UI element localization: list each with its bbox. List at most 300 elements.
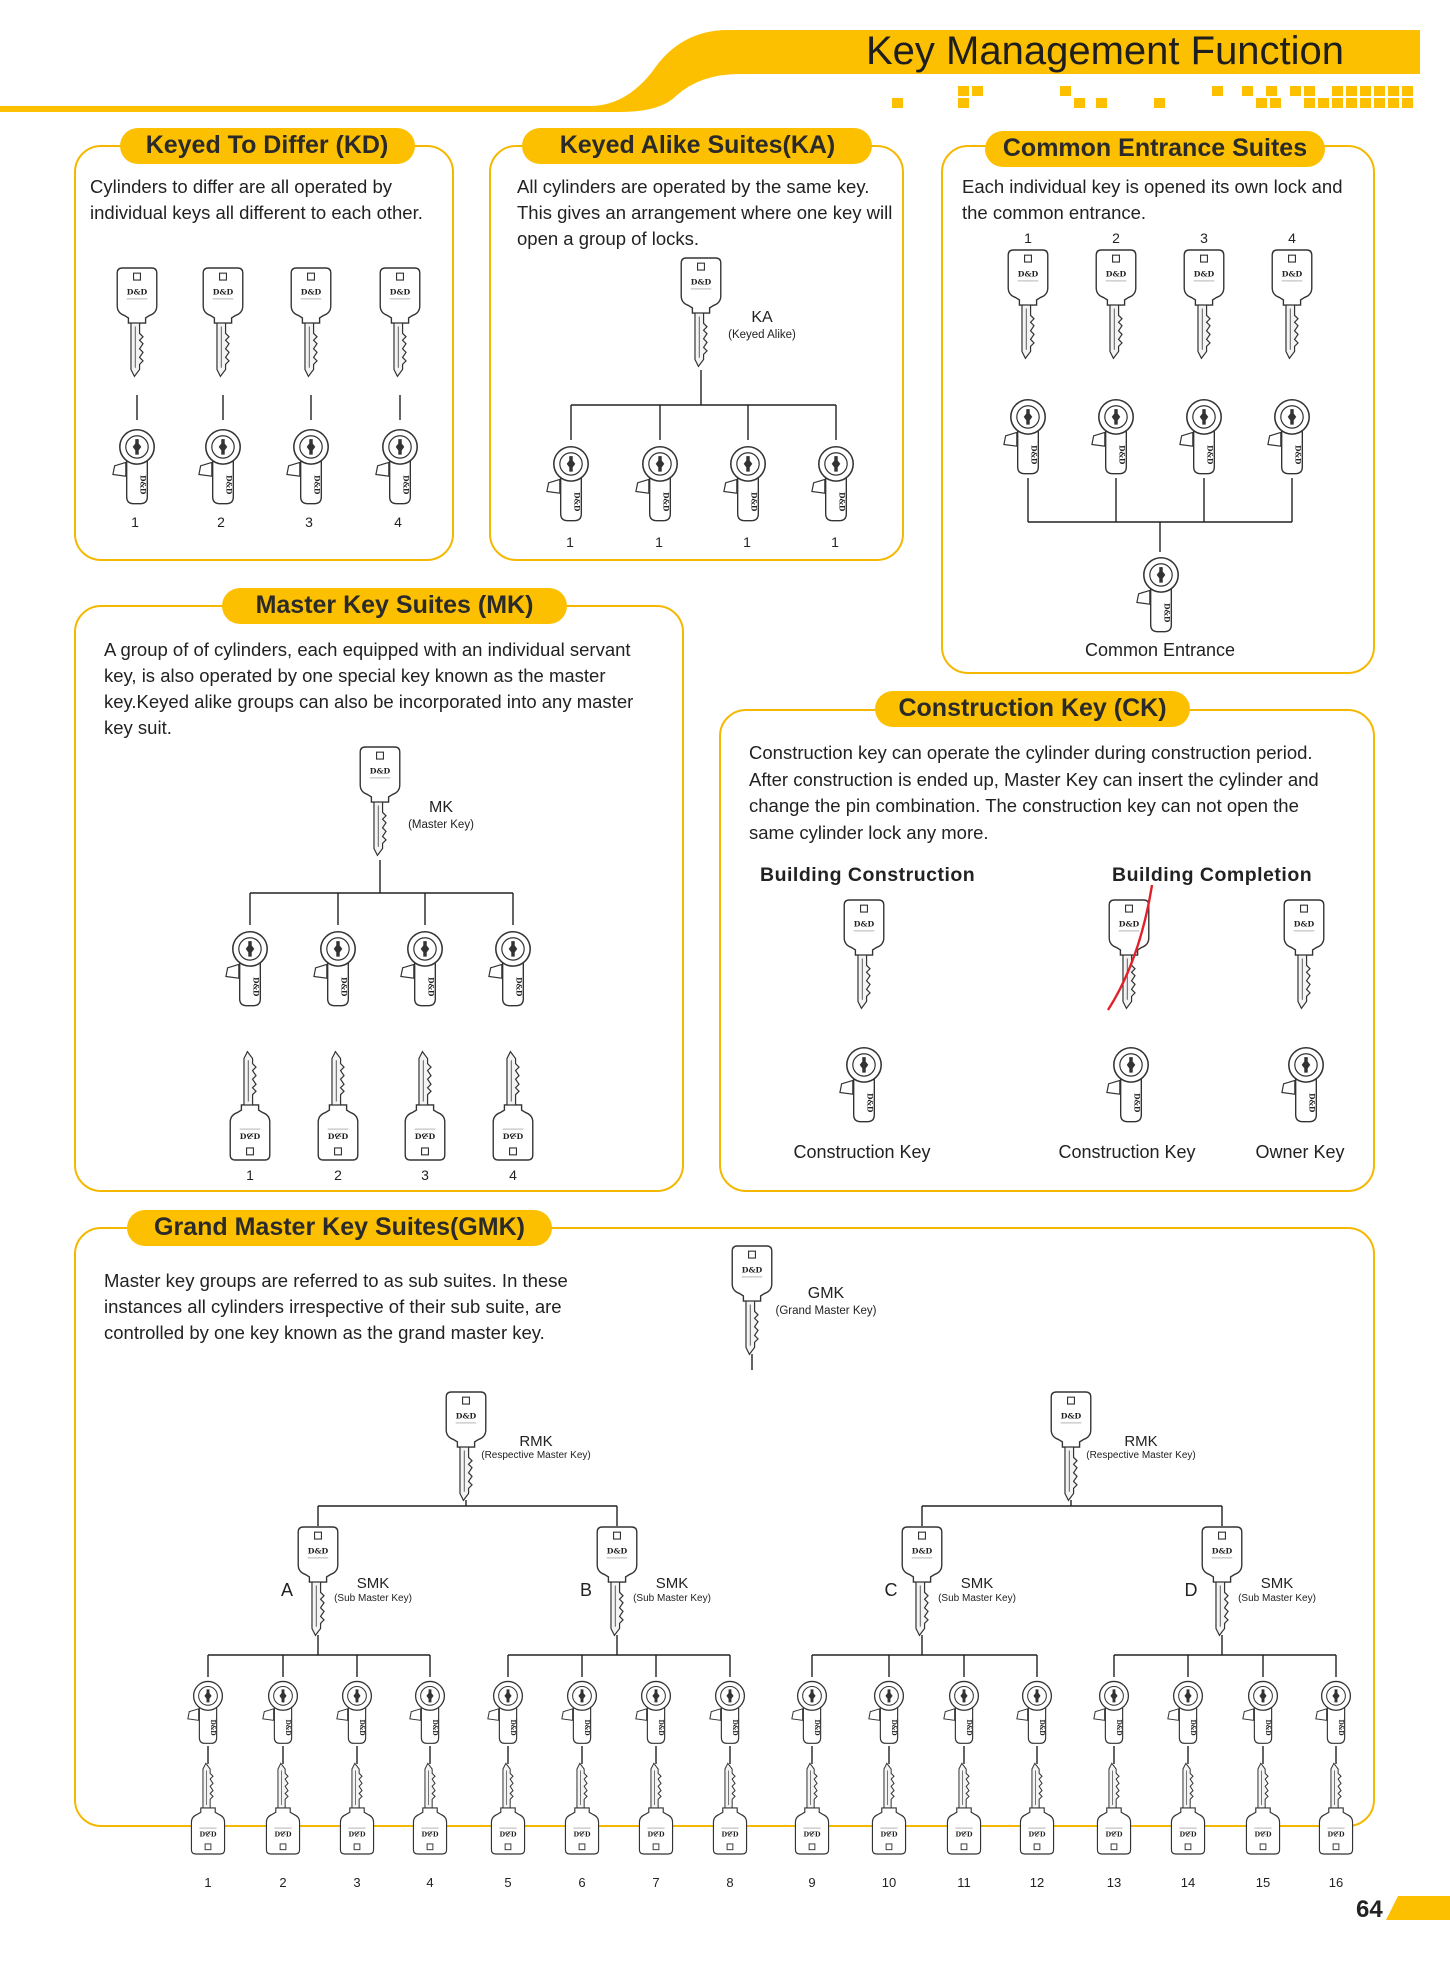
cylinder-brand-text: D&D bbox=[889, 1719, 897, 1736]
key-blade bbox=[419, 1052, 431, 1105]
ck-caption-owner: Owner Key bbox=[1255, 1142, 1345, 1162]
gmk-smk-label-3: SMK bbox=[960, 1575, 994, 1592]
header-pixel bbox=[1360, 86, 1371, 96]
key-blade bbox=[1065, 1447, 1077, 1500]
cylinder-brand-text: D&D bbox=[865, 1093, 875, 1113]
gmk-servant-key-15 bbox=[1246, 1763, 1279, 1854]
gmk-smk-sublabel-4: (Sub Master Key) bbox=[1238, 1593, 1316, 1604]
gmk-smk-key-1 bbox=[298, 1527, 338, 1635]
cylinder-cam bbox=[1180, 432, 1193, 446]
header-pixel bbox=[1346, 86, 1357, 96]
mk-servant-key-3 bbox=[405, 1052, 445, 1160]
cylinder-cam bbox=[1004, 432, 1017, 446]
key-blade bbox=[374, 802, 386, 855]
cylinder-brand-text: D&D bbox=[1114, 1719, 1122, 1736]
key-blade bbox=[884, 1763, 894, 1808]
cylinder-brand-text: D&D bbox=[312, 475, 322, 495]
cylinder-cam bbox=[547, 479, 560, 493]
header-pixel bbox=[1332, 98, 1343, 108]
cylinder-cam bbox=[1316, 1709, 1327, 1721]
cylinder-cam bbox=[869, 1709, 880, 1721]
key-brand-text: D&D bbox=[1105, 1829, 1123, 1838]
header-pixel bbox=[892, 98, 903, 108]
cylinder-cam bbox=[562, 1709, 573, 1721]
key-blade bbox=[305, 323, 317, 376]
cylinder-cam bbox=[944, 1709, 955, 1721]
key-brand-text: D&D bbox=[721, 1829, 739, 1838]
header-pixel bbox=[1388, 86, 1399, 96]
gmk-servant-key-5 bbox=[491, 1763, 524, 1854]
ck-caption-construction: Construction Key bbox=[793, 1142, 931, 1162]
cylinder-cam bbox=[113, 462, 126, 476]
header-pixel bbox=[1332, 86, 1343, 96]
key-brand-text: D&D bbox=[369, 766, 391, 776]
kd-title: Keyed To Differ (KD) bbox=[145, 131, 389, 159]
gmk-key bbox=[732, 1246, 772, 1354]
key-brand-text: D&D bbox=[1105, 269, 1127, 279]
key-brand-text: D&D bbox=[300, 287, 322, 297]
mk-description: A group of of cylinders, each equipped with an individual servant key, is also operated by one special key known as the master key.Keyed alike groups can also be incorporated into any master key suit. bbox=[104, 639, 634, 738]
gmk-label-4: 4 bbox=[426, 1875, 434, 1890]
mk-key-sublabel: (Master Key) bbox=[408, 819, 474, 831]
cylinder-cam bbox=[840, 1080, 853, 1094]
gmk-smk-label-1: SMK bbox=[356, 1575, 390, 1592]
cylinder-brand-text: D&D bbox=[572, 492, 582, 512]
key-brand-text: D&D bbox=[853, 919, 875, 929]
gmk-key-sublabel: (Grand Master Key) bbox=[775, 1305, 877, 1317]
header-pixel bbox=[1304, 98, 1315, 108]
kd-key-4 bbox=[380, 268, 420, 376]
cylinder-cam bbox=[226, 964, 239, 978]
header-pixel bbox=[1374, 98, 1385, 108]
key-blade bbox=[203, 1763, 213, 1808]
cylinder-brand-text: D&D bbox=[1132, 1093, 1142, 1113]
cylinder-cam bbox=[792, 1709, 803, 1721]
key-brand-text: D&D bbox=[1211, 1546, 1233, 1556]
cylinder-cam bbox=[263, 1709, 274, 1721]
cylinder-brand-text: D&D bbox=[1029, 445, 1039, 465]
cylinder-cam bbox=[1092, 432, 1105, 446]
cylinder-cam bbox=[1282, 1080, 1295, 1094]
gmk-cylinder-9 bbox=[792, 1681, 827, 1743]
key-blade bbox=[577, 1763, 587, 1808]
cylinder-brand-text: D&D bbox=[138, 475, 148, 495]
gmk-group-a: A bbox=[280, 1580, 294, 1600]
cylinder-cam bbox=[724, 479, 737, 493]
ce-cylinder-4 bbox=[1268, 400, 1309, 474]
ck-completion-cylinder bbox=[1107, 1048, 1148, 1122]
ka-key-label: KA bbox=[751, 309, 773, 326]
gmk-group-d: D bbox=[1184, 1580, 1198, 1600]
kd-key-2 bbox=[203, 268, 243, 376]
key-blade bbox=[352, 1763, 362, 1808]
gmk-cylinder-5 bbox=[488, 1681, 523, 1743]
key-blade bbox=[1109, 1763, 1119, 1808]
page-title: Key Management Function bbox=[866, 29, 1345, 73]
cylinder-brand-text: D&D bbox=[514, 977, 524, 997]
gmk-smk-label-2: SMK bbox=[655, 1575, 689, 1592]
key-brand-text: D&D bbox=[239, 1131, 261, 1141]
header-pixel bbox=[1374, 86, 1385, 96]
key-blade bbox=[1298, 955, 1310, 1008]
key-blade bbox=[1258, 1763, 1268, 1808]
key-blade bbox=[460, 1447, 472, 1500]
key-brand-text: D&D bbox=[199, 1829, 217, 1838]
key-blade bbox=[1183, 1763, 1193, 1808]
ka-cylinder-4 bbox=[812, 447, 853, 521]
key-brand-text: D&D bbox=[1254, 1829, 1272, 1838]
gmk-label-7: 7 bbox=[652, 1875, 660, 1890]
key-brand-text: D&D bbox=[803, 1829, 821, 1838]
key-blade bbox=[651, 1763, 661, 1808]
key-brand-text: D&D bbox=[1017, 269, 1039, 279]
gmk-label-12: 12 bbox=[1029, 1875, 1045, 1890]
ce-description: Each individual key is opened its own lock and the common entrance. bbox=[962, 176, 1343, 223]
cylinder-brand-text: D&D bbox=[1293, 445, 1303, 465]
key-blade bbox=[725, 1763, 735, 1808]
cylinder-brand-text: D&D bbox=[964, 1719, 972, 1736]
ce-cylinder-3 bbox=[1180, 400, 1221, 474]
kd-description: Cylinders to differ are all operated by individual keys all different to each other. bbox=[90, 176, 423, 223]
ce-number-1: 1 bbox=[1024, 230, 1032, 246]
key-blade bbox=[1286, 305, 1298, 358]
key-blade bbox=[278, 1763, 288, 1808]
key-blade bbox=[507, 1052, 519, 1105]
header-pixel bbox=[1060, 86, 1071, 96]
gmk-description: Master key groups are referred to as sub suites. In these instances all cylinders irrespective of their sub suite, are controlled by one key known as the grand master key. bbox=[104, 1270, 568, 1343]
ce-cylinder-2 bbox=[1092, 400, 1133, 474]
header-pixel bbox=[1270, 98, 1281, 108]
gmk-group-c: C bbox=[884, 1580, 898, 1600]
page-number: 64 bbox=[1356, 1896, 1383, 1923]
key-blade bbox=[1022, 305, 1034, 358]
key-brand-text: D&D bbox=[1193, 269, 1215, 279]
gmk-group-b: B bbox=[579, 1580, 593, 1600]
mk-cylinder-3 bbox=[401, 932, 442, 1006]
gmk-cylinder-2 bbox=[263, 1681, 298, 1743]
key-brand-text: D&D bbox=[911, 1546, 933, 1556]
ce-key-1 bbox=[1008, 250, 1048, 358]
ce-entrance-cylinder bbox=[1137, 558, 1178, 632]
ck-title: Construction Key (CK) bbox=[898, 694, 1167, 722]
ce-key-2 bbox=[1096, 250, 1136, 358]
cylinder-brand-text: D&D bbox=[357, 1719, 365, 1736]
gmk-cylinder-1 bbox=[188, 1681, 223, 1743]
cylinder-brand-text: D&D bbox=[1205, 445, 1215, 465]
header-pixel bbox=[1154, 98, 1165, 108]
cylinder-brand-text: D&D bbox=[1037, 1719, 1045, 1736]
cylinder-brand-text: D&D bbox=[661, 492, 671, 512]
key-brand-text: D&D bbox=[502, 1131, 524, 1141]
cylinder-cam bbox=[1094, 1709, 1105, 1721]
cylinder-brand-text: D&D bbox=[1162, 603, 1172, 623]
cylinder-cam bbox=[1168, 1709, 1179, 1721]
key-blade bbox=[1198, 305, 1210, 358]
gmk-servant-key-8 bbox=[713, 1763, 746, 1854]
cylinder-brand-text: D&D bbox=[283, 1719, 291, 1736]
ck-right-heading: Building Completion bbox=[1112, 864, 1313, 886]
key-blade bbox=[312, 1582, 324, 1635]
gmk-label-11: 11 bbox=[957, 1875, 971, 1890]
key-blade bbox=[807, 1763, 817, 1808]
cylinder-brand-text: D&D bbox=[1117, 445, 1127, 465]
key-blade bbox=[695, 313, 707, 366]
gmk-title: Grand Master Key Suites(GMK) bbox=[154, 1213, 525, 1241]
ce-entrance-label: Common Entrance bbox=[1084, 640, 1236, 660]
key-brand-text: D&D bbox=[1281, 269, 1303, 279]
key-brand-text: D&D bbox=[573, 1829, 591, 1838]
kd-label-4: 4 bbox=[394, 514, 402, 530]
gmk-label-14: 14 bbox=[1180, 1875, 1196, 1890]
key-blade bbox=[746, 1301, 758, 1354]
cylinder-cam bbox=[1268, 432, 1281, 446]
gmk-smk-label-4: SMK bbox=[1260, 1575, 1294, 1592]
gmk-cylinder-12 bbox=[1017, 1681, 1052, 1743]
ck-construction-cylinder bbox=[840, 1048, 881, 1122]
gmk-cylinder-16 bbox=[1316, 1681, 1351, 1743]
gmk-servant-key-1 bbox=[191, 1763, 224, 1854]
header-pixel bbox=[1096, 98, 1107, 108]
mk-label-1: 1 bbox=[246, 1167, 254, 1183]
mk-servant-key-2 bbox=[318, 1052, 358, 1160]
ce-number-3: 3 bbox=[1200, 230, 1208, 246]
key-blade bbox=[1032, 1763, 1042, 1808]
header-pixel bbox=[1304, 86, 1315, 96]
gmk-cylinder-7 bbox=[636, 1681, 671, 1743]
key-blade bbox=[916, 1582, 928, 1635]
mk-cylinder-4 bbox=[489, 932, 530, 1006]
gmk-cylinder-11 bbox=[944, 1681, 979, 1743]
cylinder-brand-text: D&D bbox=[208, 1719, 216, 1736]
cylinder-brand-text: D&D bbox=[508, 1719, 516, 1736]
cylinder-brand-text: D&D bbox=[1263, 1719, 1271, 1736]
gmk-label-1: 1 bbox=[204, 1875, 212, 1890]
header-pixel bbox=[1242, 86, 1253, 96]
header-pixel bbox=[1266, 86, 1277, 96]
kd-key-3 bbox=[291, 268, 331, 376]
mk-servant-key-1 bbox=[230, 1052, 270, 1160]
key-brand-text: D&D bbox=[690, 277, 712, 287]
cylinder-brand-text: D&D bbox=[1307, 1093, 1317, 1113]
key-brand-text: D&D bbox=[1118, 919, 1140, 929]
gmk-rmk-label-2: RMK bbox=[1124, 1433, 1158, 1450]
header-pixel bbox=[1256, 98, 1267, 108]
cylinder-cam bbox=[314, 964, 327, 978]
kd-cylinder-2 bbox=[199, 430, 240, 504]
cylinder-brand-text: D&D bbox=[1336, 1719, 1344, 1736]
gmk-servant-key-14 bbox=[1171, 1763, 1204, 1854]
key-brand-text: D&D bbox=[1060, 1411, 1082, 1421]
mk-cylinder-2 bbox=[314, 932, 355, 1006]
ka-cylinder-1 bbox=[547, 447, 588, 521]
kd-cylinder-1 bbox=[113, 430, 154, 504]
kd-cylinder-3 bbox=[287, 430, 328, 504]
header-pixel bbox=[1346, 98, 1357, 108]
gmk-servant-key-6 bbox=[565, 1763, 598, 1854]
cylinder-brand-text: D&D bbox=[749, 492, 759, 512]
gmk-smk-key-2 bbox=[597, 1527, 637, 1635]
gmk-cylinder-15 bbox=[1243, 1681, 1278, 1743]
key-brand-text: D&D bbox=[327, 1131, 349, 1141]
ce-title: Common Entrance Suites bbox=[1002, 134, 1308, 162]
key-brand-text: D&D bbox=[880, 1829, 898, 1838]
key-brand-text: D&D bbox=[955, 1829, 973, 1838]
ck-caption-construction-2: Construction Key bbox=[1058, 1142, 1196, 1162]
key-blade bbox=[131, 323, 143, 376]
ck-left-heading: Building Construction bbox=[760, 864, 976, 886]
ce-cylinder-1 bbox=[1004, 400, 1045, 474]
ck-blocked-key bbox=[1109, 900, 1149, 1008]
key-brand-text: D&D bbox=[414, 1131, 436, 1141]
cylinder-brand-text: D&D bbox=[401, 475, 411, 495]
ka-label-2: 1 bbox=[655, 534, 663, 550]
cylinder-cam bbox=[410, 1709, 421, 1721]
gmk-label-10: 10 bbox=[881, 1875, 897, 1890]
key-brand-text: D&D bbox=[348, 1829, 366, 1838]
key-brand-text: D&D bbox=[126, 287, 148, 297]
ka-label-1: 1 bbox=[566, 534, 574, 550]
mk-label-4: 4 bbox=[509, 1167, 517, 1183]
key-blade bbox=[503, 1763, 513, 1808]
gmk-label-16: 16 bbox=[1328, 1875, 1344, 1890]
key-blade bbox=[1331, 1763, 1341, 1808]
mk-label-3: 3 bbox=[421, 1167, 429, 1183]
cylinder-cam bbox=[199, 462, 212, 476]
gmk-label-13: 13 bbox=[1106, 1875, 1122, 1890]
gmk-servant-key-13 bbox=[1097, 1763, 1130, 1854]
ka-key bbox=[681, 258, 721, 366]
gmk-cylinder-10 bbox=[869, 1681, 904, 1743]
ck-owner-key bbox=[1284, 900, 1324, 1008]
header-pixel bbox=[1388, 98, 1399, 108]
ck-owner-cylinder bbox=[1282, 1048, 1323, 1122]
gmk-rmk-label-1: RMK bbox=[519, 1433, 553, 1450]
header-pixel bbox=[1318, 98, 1329, 108]
gmk-cylinder-13 bbox=[1094, 1681, 1129, 1743]
kd-cylinder-4 bbox=[376, 430, 417, 504]
gmk-smk-sublabel-2: (Sub Master Key) bbox=[633, 1593, 711, 1604]
cylinder-cam bbox=[636, 1709, 647, 1721]
gmk-label-15: 15 bbox=[1255, 1875, 1271, 1890]
ka-label-4: 1 bbox=[831, 534, 839, 550]
key-brand-text: D&D bbox=[1327, 1829, 1345, 1838]
header-edge bbox=[1420, 22, 1450, 26]
ka-title: Keyed Alike Suites(KA) bbox=[559, 131, 836, 159]
key-blade bbox=[217, 323, 229, 376]
cylinder-brand-text: D&D bbox=[426, 977, 436, 997]
cylinder-cam bbox=[1017, 1709, 1028, 1721]
mk-cylinder-1 bbox=[226, 932, 267, 1006]
key-brand-text: D&D bbox=[606, 1546, 628, 1556]
cylinder-cam bbox=[376, 462, 389, 476]
ka-description: All cylinders are operated by the same key. This gives an arrangement where one key will open a group of locks. bbox=[517, 176, 893, 249]
cylinder-cam bbox=[1243, 1709, 1254, 1721]
cylinder-brand-text: D&D bbox=[656, 1719, 664, 1736]
key-brand-text: D&D bbox=[421, 1829, 439, 1838]
gmk-rmk-key-2 bbox=[1051, 1392, 1091, 1500]
gmk-servant-key-9 bbox=[795, 1763, 828, 1854]
cylinder-cam bbox=[287, 462, 300, 476]
gmk-rmk-key-1 bbox=[446, 1392, 486, 1500]
gmk-servant-key-3 bbox=[340, 1763, 373, 1854]
header-pixel bbox=[958, 98, 969, 108]
cylinder-brand-text: D&D bbox=[1188, 1719, 1196, 1736]
key-brand-text: D&D bbox=[307, 1546, 329, 1556]
key-brand-text: D&D bbox=[1179, 1829, 1197, 1838]
key-blade bbox=[959, 1763, 969, 1808]
mk-key bbox=[360, 747, 400, 855]
header-pixel bbox=[1290, 86, 1301, 96]
key-brand-text: D&D bbox=[212, 287, 234, 297]
mk-title: Master Key Suites (MK) bbox=[255, 591, 534, 619]
gmk-servant-key-11 bbox=[947, 1763, 980, 1854]
gmk-rmk-sublabel-1: (Respective Master Key) bbox=[481, 1450, 591, 1461]
cylinder-brand-text: D&D bbox=[812, 1719, 820, 1736]
cylinder-cam bbox=[188, 1709, 199, 1721]
cylinder-brand-text: D&D bbox=[224, 475, 234, 495]
key-blade bbox=[244, 1052, 256, 1105]
gmk-cylinder-8 bbox=[710, 1681, 745, 1743]
header-pixel bbox=[972, 86, 983, 96]
cylinder-brand-text: D&D bbox=[430, 1719, 438, 1736]
ce-key-3 bbox=[1184, 250, 1224, 358]
gmk-servant-key-7 bbox=[639, 1763, 672, 1854]
header-pixel bbox=[1402, 86, 1413, 96]
gmk-rmk-sublabel-2: (Respective Master Key) bbox=[1086, 1450, 1196, 1461]
key-brand-text: D&D bbox=[741, 1265, 763, 1275]
kd-key-1 bbox=[117, 268, 157, 376]
header-pixel bbox=[1074, 98, 1085, 108]
cylinder-cam bbox=[710, 1709, 721, 1721]
header-pixel bbox=[1402, 98, 1413, 108]
ck-construction-key bbox=[844, 900, 884, 1008]
kd-label-3: 3 bbox=[305, 514, 313, 530]
header-pixel bbox=[1360, 98, 1371, 108]
gmk-servant-key-2 bbox=[266, 1763, 299, 1854]
ck-description: Construction key can operate the cylinder during construction period. After construction is ended up, Master Key can insert the cylinder and change the pin combination. The construction key can not open the same cylinder lock any more. bbox=[749, 742, 1319, 843]
header-pixel bbox=[1212, 86, 1223, 96]
cylinder-cam bbox=[488, 1709, 499, 1721]
gmk-smk-key-3 bbox=[902, 1527, 942, 1635]
key-blade bbox=[858, 955, 870, 1008]
gmk-cylinder-3 bbox=[337, 1681, 372, 1743]
ce-key-4 bbox=[1272, 250, 1312, 358]
gmk-label-9: 9 bbox=[808, 1875, 816, 1890]
key-brand-text: D&D bbox=[1028, 1829, 1046, 1838]
gmk-label-6: 6 bbox=[578, 1875, 586, 1890]
key-brand-text: D&D bbox=[647, 1829, 665, 1838]
key-brand-text: D&D bbox=[455, 1411, 477, 1421]
key-brand-text: D&D bbox=[389, 287, 411, 297]
cylinder-cam bbox=[1107, 1080, 1120, 1094]
key-blade bbox=[1110, 305, 1122, 358]
ce-number-4: 4 bbox=[1288, 230, 1296, 246]
kd-label-1: 1 bbox=[131, 514, 139, 530]
gmk-label-3: 3 bbox=[353, 1875, 361, 1890]
gmk-label-2: 2 bbox=[279, 1875, 287, 1890]
cylinder-cam bbox=[401, 964, 414, 978]
key-blade bbox=[394, 323, 406, 376]
gmk-servant-key-4 bbox=[413, 1763, 446, 1854]
cylinder-brand-text: D&D bbox=[582, 1719, 590, 1736]
cylinder-brand-text: D&D bbox=[837, 492, 847, 512]
gmk-cylinder-14 bbox=[1168, 1681, 1203, 1743]
gmk-servant-key-10 bbox=[872, 1763, 905, 1854]
gmk-cylinder-4 bbox=[410, 1681, 445, 1743]
gmk-key-label: GMK bbox=[807, 1285, 845, 1302]
cylinder-cam bbox=[489, 964, 502, 978]
cylinder-cam bbox=[337, 1709, 348, 1721]
